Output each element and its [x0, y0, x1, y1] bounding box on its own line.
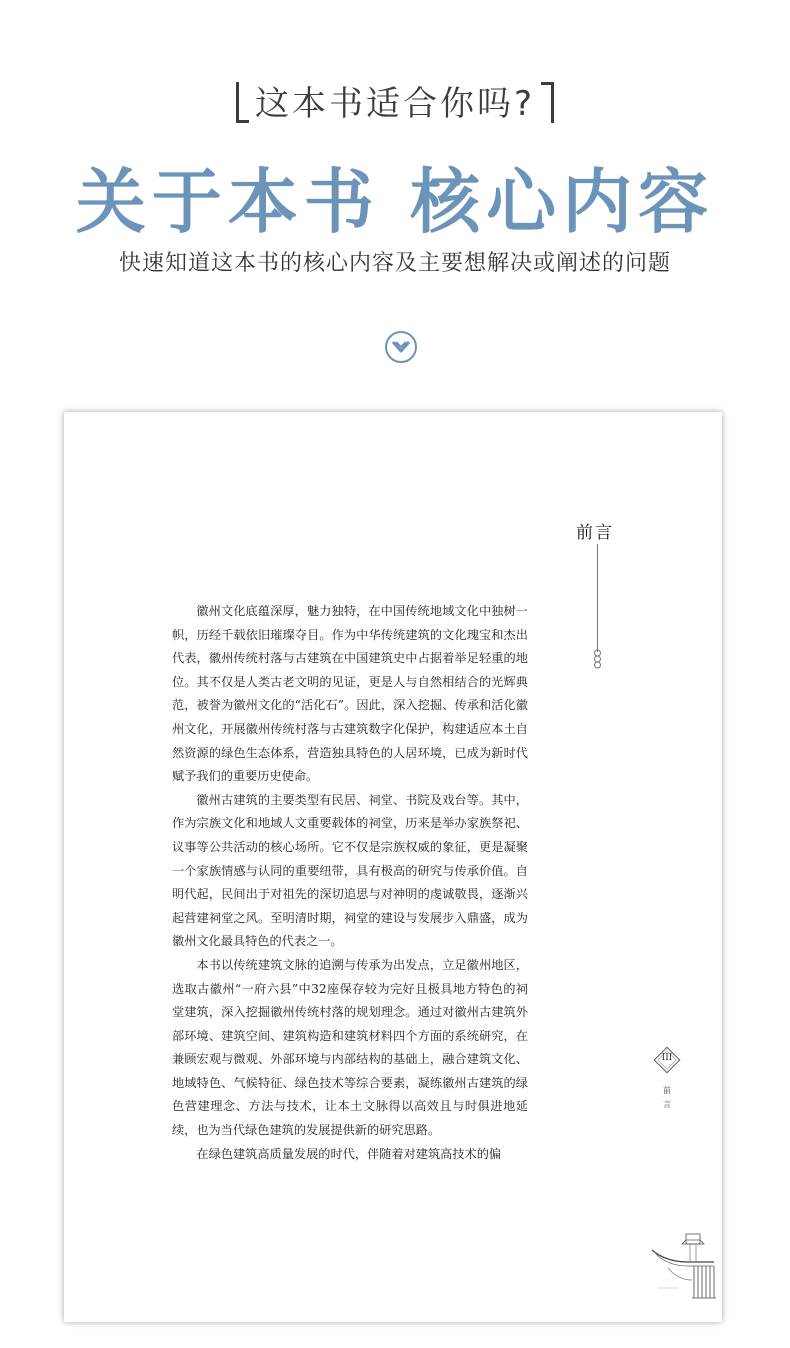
header-section	[0, 0, 790, 400]
bracket-right-icon	[541, 82, 554, 123]
ornament-knot-icon	[591, 648, 604, 670]
page-title: 关于本书 核心内容	[75, 160, 715, 243]
page-subtitle: 快速知道这本书的核心内容及主要想解决或阐述的问题	[118, 251, 671, 276]
paragraph: 徽州文化底蕴深厚，魅力独特，在中国传统地域文化中独树一帜，历经千载依旧璀璨夺目。作为中华传统建筑的文化瑰宝和杰出代表，徽州传统村落与古建筑在中国建筑史中占据着举足轻重的地位。其不仅是人类古老文明的见证，更是人与自然相结合的光辉典范，被誉为徽州文化的“活化石”。因此，深入挖掘、传承和活化徽州文化，开展徽州传统村落与古建筑数字化保护，构建适应本土自然资源的绿色生态体系，营造独具特色的人居环境，已成为新时代赋予我们的重要历史使命。	[172, 604, 528, 784]
bracket-left-icon	[236, 82, 249, 123]
page-number: III	[661, 1053, 673, 1063]
hui-architecture-illustration	[648, 1228, 720, 1304]
paragraph: 徽州古建筑的主要类型有民居、祠堂、书院及戏台等。其中，作为宗族文化和地域人文重要载体的祠堂，历来是举办家族祭祀、议事等公共活动的核心场所。它不仅是宗族权威的象征，更是凝聚一个家族情感与认同的重要纽带，具有极高的研究与传承价值。自明代起，民间出于对祖先的深切追思与对神明的虔诚敬畏，逐渐兴起营建祠堂之风。至明清时期，祠堂的建设与发展步入鼎盛，成为徽州文化最具特色的代表之一。	[172, 792, 528, 949]
paragraph: 本书以传统建筑文脉的追溯与传承为出发点，立足徽州地区，选取古徽州“一府六县”中32座保存较为完好且极具地方特色的祠堂建筑，深入挖掘徽州传统村落的规划理念。通过对徽州古建筑外部环境、建筑空间、建筑构造和建筑材料四个方面的系统研究，在兼顾宏观与微观、外部环境与内部结构的基础上，融合建筑文化、地域特色、气候特征、绿色技术等综合要素，凝练徽州古建筑的绿色营建理念、方法与技术，让本土文脉得以高效且与时俱进地延续，也为当代绿色建筑的发展提供新的研究思路。	[172, 957, 528, 1138]
chapter-divider-line	[597, 544, 598, 652]
kicker-heading	[0, 76, 790, 126]
chapter-title: 前言	[576, 523, 614, 543]
side-section-label: 前言	[663, 1086, 671, 1109]
paragraph: 在绿色建筑高质量发展的时代，伴随着对建筑高技术的偏	[196, 1146, 502, 1161]
kicker-text: 这本书适合你吗?	[254, 84, 536, 124]
chevron-down-circle-icon	[384, 330, 418, 364]
preface-body	[172, 600, 528, 1166]
book-page-preview	[64, 412, 722, 1322]
